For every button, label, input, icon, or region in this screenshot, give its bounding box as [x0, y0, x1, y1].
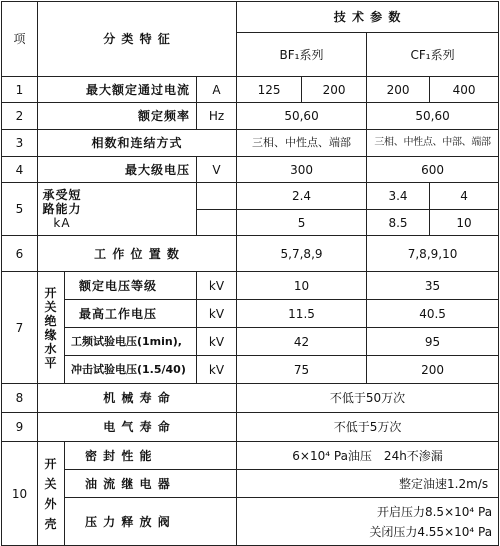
- cf-value: 40.5: [367, 300, 499, 328]
- cf-value: 400: [430, 77, 499, 103]
- bf-value: 5: [237, 210, 367, 236]
- value-cell: 整定油速1.2m/s: [237, 470, 499, 498]
- feature-label: 冲击试验电压(1.5/40): [65, 356, 197, 384]
- group-label: 开关外壳: [38, 442, 65, 546]
- table-row: [2, 236, 499, 272]
- unit-label: kV: [197, 328, 237, 356]
- cf-value: 7,8,9,10: [367, 236, 499, 272]
- cf-value: 4: [430, 183, 499, 210]
- table-row: [2, 356, 499, 384]
- item-number: 3: [2, 130, 38, 157]
- feature-label: 最大级电压: [38, 157, 197, 183]
- feature-label: 相数和连结方式: [38, 130, 237, 157]
- item-number: 6: [2, 236, 38, 272]
- group-cell: [38, 183, 197, 236]
- item-number: 7: [2, 272, 38, 384]
- feature-label: 工频试验电压(1min),: [65, 328, 197, 356]
- unit-label: kV: [197, 356, 237, 384]
- group-label: 开关绝缘水平: [38, 272, 65, 384]
- value-cell: 不低于50万次: [237, 384, 499, 413]
- item-number: 9: [2, 413, 38, 442]
- unit-label: A: [197, 77, 237, 103]
- feature-label: 电 气 寿 命: [38, 413, 237, 442]
- bf-value: 300: [237, 157, 367, 183]
- bf-value: 5,7,8,9: [237, 236, 367, 272]
- spec-table: [1, 1, 499, 546]
- group-label: 承受短路能力: [42, 188, 82, 216]
- feature-label: 密 封 性 能: [65, 442, 237, 470]
- cf-value: 三相、中性点、中部、端部: [367, 130, 499, 157]
- table-row: [2, 130, 499, 157]
- spacer: [197, 183, 237, 210]
- spec-table-container: [1, 1, 499, 539]
- cf-value: 600: [367, 157, 499, 183]
- item-number: 1: [2, 77, 38, 103]
- cf-value: 50,60: [367, 103, 499, 130]
- bf-value: 42: [237, 328, 367, 356]
- header-classification: 分 类 特 征: [38, 2, 237, 77]
- table-row: [2, 272, 499, 300]
- table-row: [2, 328, 499, 356]
- header-cf-series: CF₁系列: [367, 33, 499, 77]
- cf-value: 3.4: [367, 183, 430, 210]
- value-line: 开启压力8.5×10⁴ Pa: [376, 504, 493, 519]
- unit-label: kV: [197, 300, 237, 328]
- item-number: 5: [2, 183, 38, 236]
- bf-value: 200: [302, 77, 367, 103]
- cf-value: 95: [367, 328, 499, 356]
- feature-label: 压 力 释 放 阀: [65, 498, 237, 546]
- feature-label: 机 械 寿 命: [38, 384, 237, 413]
- value-line: 关闭压力4.55×10⁴ Pa: [369, 524, 493, 539]
- unit-label: Hz: [197, 103, 237, 130]
- table-row: [2, 384, 499, 413]
- cf-value: 8.5: [367, 210, 430, 236]
- unit-label: V: [197, 157, 237, 183]
- cf-value: 10: [430, 210, 499, 236]
- table-row: [2, 103, 499, 130]
- feature-label: 额定频率: [38, 103, 197, 130]
- header-row-1: [2, 2, 499, 33]
- group-unit: kA: [53, 216, 71, 230]
- table-row: [2, 498, 499, 546]
- cf-value: 200: [367, 356, 499, 384]
- table-row: [2, 442, 499, 470]
- cf-value: 200: [367, 77, 430, 103]
- feature-label: 油 流 继 电 器: [65, 470, 237, 498]
- table-row: [2, 157, 499, 183]
- value-cell: 6×10⁴ Pa油压 24h不渗漏: [237, 442, 499, 470]
- table-row: [2, 183, 499, 210]
- bf-value: 125: [237, 77, 302, 103]
- spacer: [197, 210, 237, 236]
- feature-label: 额定电压等级: [65, 272, 197, 300]
- item-number: 10: [2, 442, 38, 546]
- item-number: 4: [2, 157, 38, 183]
- bf-value: 2.4: [237, 183, 367, 210]
- header-item: 项: [2, 2, 38, 77]
- header-bf-series: BF₁系列: [237, 33, 367, 77]
- table-row: [2, 300, 499, 328]
- bf-value: 11.5: [237, 300, 367, 328]
- item-number: 8: [2, 384, 38, 413]
- unit-label: kV: [197, 272, 237, 300]
- table-row: [2, 77, 499, 103]
- feature-label: 最大额定通过电流: [38, 77, 197, 103]
- bf-value: 50,60: [237, 103, 367, 130]
- cf-value: 35: [367, 272, 499, 300]
- table-row: [2, 470, 499, 498]
- bf-value: 75: [237, 356, 367, 384]
- feature-label: 最高工作电压: [65, 300, 197, 328]
- header-tech-params: 技 术 参 数: [237, 2, 499, 33]
- item-number: 2: [2, 103, 38, 130]
- table-row: [2, 413, 499, 442]
- bf-value: 三相、中性点、端部: [237, 130, 367, 157]
- value-cell: [237, 498, 499, 546]
- value-cell: 不低于5万次: [237, 413, 499, 442]
- feature-label: 工 作 位 置 数: [38, 236, 237, 272]
- bf-value: 10: [237, 272, 367, 300]
